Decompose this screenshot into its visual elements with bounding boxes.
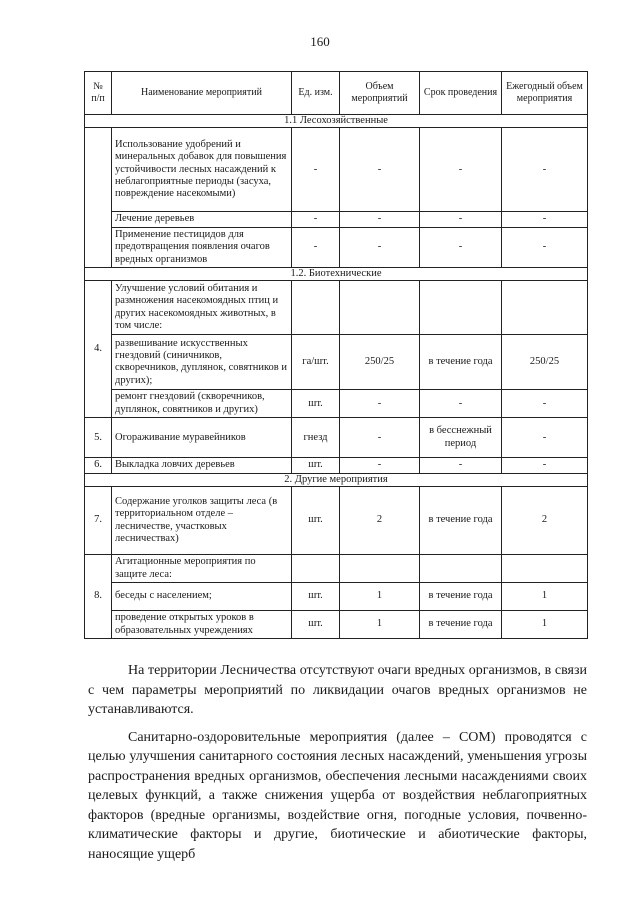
- table-row: [85, 418, 588, 458]
- row-volume: -: [340, 418, 420, 458]
- header-unit: Ед. изм.: [292, 72, 340, 115]
- table-row: [85, 227, 588, 267]
- row-name: Огораживание муравейников: [112, 418, 292, 458]
- page-number: 160: [310, 34, 330, 49]
- row-unit: шт.: [292, 458, 340, 473]
- section-title: 1.1 Лесохозяйственные: [85, 115, 588, 128]
- row-term: -: [420, 212, 502, 227]
- row-annual: -: [502, 227, 588, 267]
- measures-table: [84, 71, 588, 639]
- section-row: [85, 115, 588, 128]
- row-volume: -: [340, 128, 420, 212]
- row-annual: 1: [502, 611, 588, 639]
- row-unit: шт.: [292, 611, 340, 639]
- section-row: [85, 473, 588, 486]
- row-annual: -: [502, 458, 588, 473]
- section-title: 2. Другие мероприятия: [85, 473, 588, 486]
- row-intro: Агитационные мероприятия по защите леса:: [112, 555, 292, 583]
- table-header-row: [85, 72, 588, 115]
- section-row: [85, 267, 588, 280]
- row-name: Содержание уголков защиты леса (в территориальном отделе – лесничестве, участковых лесничествах): [112, 487, 292, 555]
- row-number: [85, 128, 112, 268]
- row-volume: 1: [340, 583, 420, 611]
- row-number: 6.: [85, 458, 112, 473]
- row-number: 5.: [85, 418, 112, 458]
- table-row: [85, 458, 588, 473]
- row-annual: 250/25: [502, 335, 588, 390]
- row-unit: шт.: [292, 583, 340, 611]
- row-name: Применение пестицидов для предотвращения появления очагов вредных организмов: [112, 227, 292, 267]
- table-row: [85, 555, 588, 583]
- row-term: -: [420, 128, 502, 212]
- table-row: [85, 487, 588, 555]
- table-row: [85, 128, 588, 212]
- row-number: 7.: [85, 487, 112, 555]
- row-annual: -: [502, 128, 588, 212]
- header-name: Наименование мероприятий: [112, 72, 292, 115]
- row-annual: -: [502, 390, 588, 418]
- row-annual: -: [502, 212, 588, 227]
- row-name: Использование удобрений и минеральных добавок для повышения устойчивости лесных насаждений к неблагоприятные периоды (засуха, повреждение насекомыми): [112, 128, 292, 212]
- row-volume: -: [340, 212, 420, 227]
- row-name: ремонт гнездовий (скворечников, дуплянок, совятников и других): [112, 390, 292, 418]
- paragraph: Санитарно-оздоровительные мероприятия (далее – СОМ) проводятся с целью улучшения санитарного состояния лесных насаждений, уменьшения угрозы распространения вредных организмов, обеспечения лесными насаждениями своих целевых функций, а также снижения ущерба от воздействия неблагоприятных факторов (вредные организмы, воздействие огня, погодные условия, почвенно-климатические факторы и другие, биотические и абиотические факторы, наносящие ущерб: [88, 729, 587, 862]
- header-annual: Ежегодный объем мероприятия: [502, 72, 588, 115]
- row-annual: -: [502, 418, 588, 458]
- row-unit: гнезд: [292, 418, 340, 458]
- table-subrow: [85, 335, 588, 390]
- row-unit: га/шт.: [292, 335, 340, 390]
- row-volume: -: [340, 227, 420, 267]
- row-term: -: [420, 390, 502, 418]
- row-term: в течение года: [420, 487, 502, 555]
- row-name: Выкладка ловчих деревьев: [112, 458, 292, 473]
- row-term: -: [420, 227, 502, 267]
- table-row: [85, 281, 588, 335]
- table-subrow: [85, 611, 588, 639]
- row-volume: 250/25: [340, 335, 420, 390]
- header-volume: Объем мероприятий: [340, 72, 420, 115]
- row-term: в течение года: [420, 335, 502, 390]
- header-number: № п/п: [85, 72, 112, 115]
- row-number: 8.: [85, 555, 112, 639]
- row-volume: -: [340, 390, 420, 418]
- row-term: в течение года: [420, 611, 502, 639]
- row-unit: -: [292, 227, 340, 267]
- row-unit: -: [292, 212, 340, 227]
- body-text: [88, 661, 587, 864]
- section-title: 1.2. Биотехнические: [85, 267, 588, 280]
- row-name: проведение открытых уроков в образовательных учреждениях: [112, 611, 292, 639]
- row-intro: Улучшение условий обитания и размножения насекомоядных птиц и других насекомоядных животных, в том числе:: [112, 281, 292, 335]
- row-name: беседы с населением;: [112, 583, 292, 611]
- table-row: [85, 212, 588, 227]
- header-term: Срок проведения: [420, 72, 502, 115]
- paragraph: На территории Лесничества отсутствуют очаги вредных организмов, в связи с чем параметры мероприятий по ликвидации очагов вредных организмов не устанавливаются.: [88, 663, 587, 717]
- table-subrow: [85, 583, 588, 611]
- row-name: Лечение деревьев: [112, 212, 292, 227]
- row-volume: 2: [340, 487, 420, 555]
- row-number: 4.: [85, 281, 112, 418]
- row-term: -: [420, 458, 502, 473]
- table-subrow: [85, 390, 588, 418]
- row-unit: шт.: [292, 390, 340, 418]
- row-annual: 2: [502, 487, 588, 555]
- row-term: в течение года: [420, 583, 502, 611]
- row-annual: 1: [502, 583, 588, 611]
- row-term: в бесснежный период: [420, 418, 502, 458]
- row-unit: -: [292, 128, 340, 212]
- row-unit: шт.: [292, 487, 340, 555]
- row-volume: 1: [340, 611, 420, 639]
- row-volume: -: [340, 458, 420, 473]
- row-name: развешивание искусственных гнездовий (синичников, скворечников, дуплянок, совятников и других);: [112, 335, 292, 390]
